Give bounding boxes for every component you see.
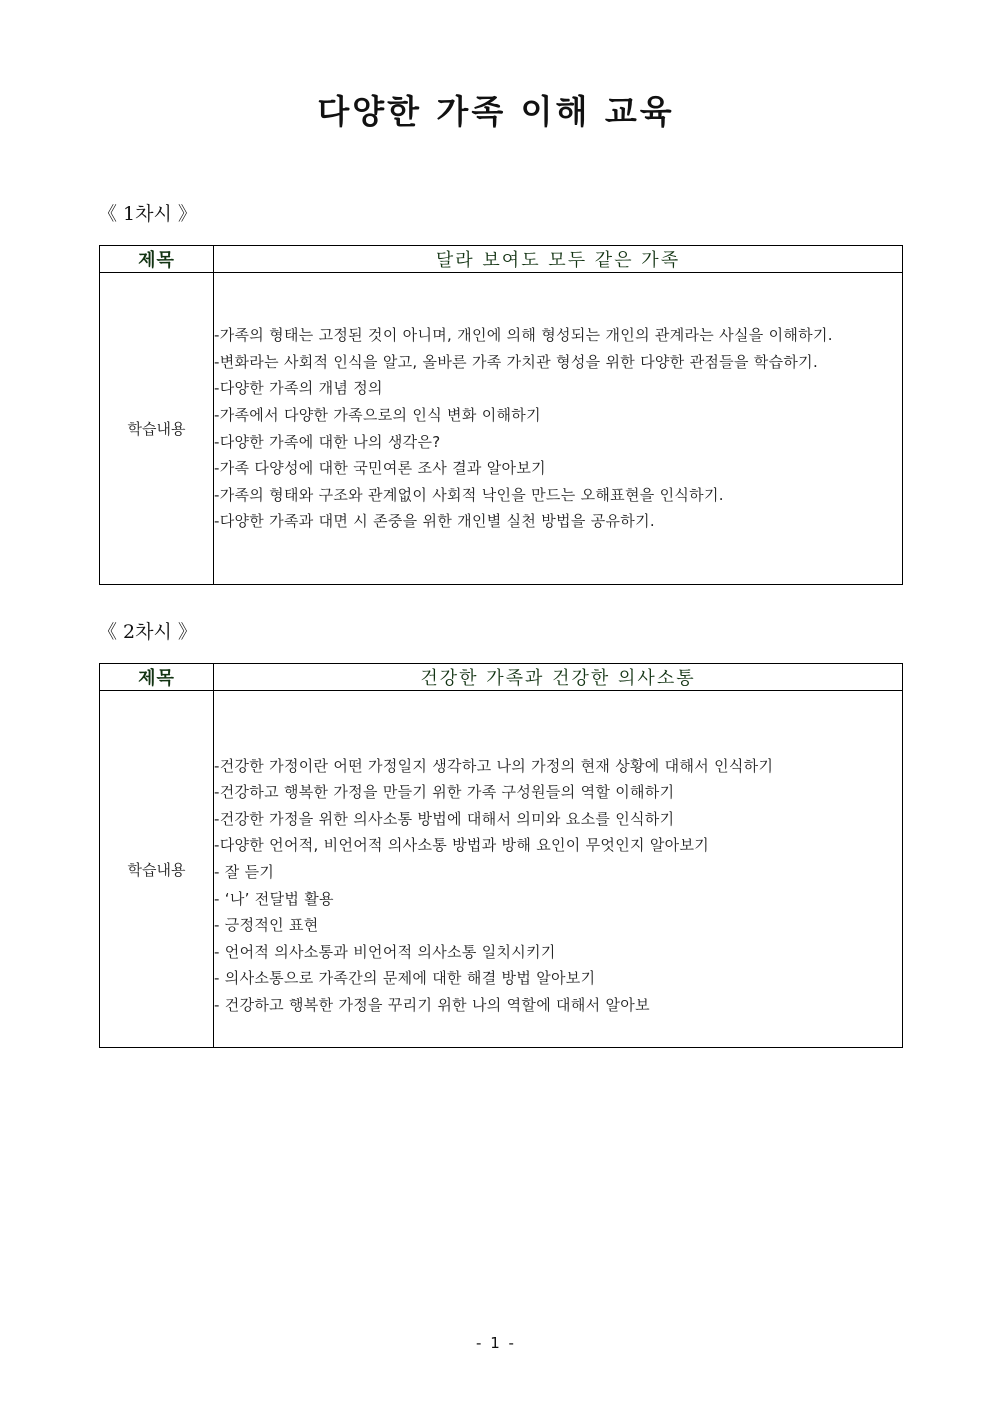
- session-2-table: [99, 663, 903, 1048]
- session-2-content-cell: [214, 691, 903, 1048]
- session-2-content-label: 학습내용: [100, 691, 214, 1048]
- session-2-header-label: 제목: [100, 664, 214, 691]
- list-item: -건강한 가정을 위한 의사소통 방법에 대해서 의미와 요소를 인식하기: [214, 809, 675, 828]
- session-2-content-row: [100, 691, 903, 1048]
- document-title: 다양한 가족 이해 교육: [317, 92, 675, 131]
- list-item: - 잘 듣기: [214, 862, 275, 881]
- session-1-header-title: 달라 보여도 모두 같은 가족: [214, 246, 903, 273]
- session-1-header-row: [100, 246, 903, 273]
- session-2-content-list: [214, 753, 902, 1019]
- list-item: -건강한 가정이란 어떤 가정일지 생각하고 나의 가정의 현재 상황에 대해서 인식하기: [214, 756, 774, 775]
- list-item: -가족 다양성에 대한 국민여론 조사 결과 알아보기: [214, 459, 546, 478]
- session-1-header-label: 제목: [100, 246, 214, 273]
- list-item: - 건강하고 행복한 가정을 꾸리기 위한 나의 역할에 대해서 알아보: [214, 995, 650, 1014]
- list-item: - ‘나’ 전달법 활용: [214, 889, 334, 908]
- session-2-header-row: [100, 664, 903, 691]
- session-1-label: 《 1차시 》: [98, 203, 197, 225]
- session-1-content-list: [214, 322, 902, 535]
- session-1-content-label: 학습내용: [100, 273, 214, 585]
- list-item: -변화라는 사회적 인식을 알고, 올바른 가족 가치관 형성을 위한 다양한 관점들을 학습하기.: [214, 352, 819, 371]
- list-item: -다양한 가족에 대한 나의 생각은?: [214, 432, 441, 451]
- list-item: -건강하고 행복한 가정을 만들기 위한 가족 구성원들의 역할 이해하기: [214, 783, 675, 802]
- session-1-content-cell: [214, 273, 903, 585]
- session-1-table: [99, 245, 903, 585]
- list-item: - 의사소통으로 가족간의 문제에 대한 해결 방법 알아보기: [214, 969, 596, 988]
- list-item: -다양한 가족의 개념 정의: [214, 379, 383, 398]
- page-number: - 1 -: [476, 1334, 516, 1352]
- session-2-label: 《 2차시 》: [98, 621, 197, 643]
- list-item: -가족의 형태는 고정된 것이 아니며, 개인에 의해 형성되는 개인의 관계라는 사실을 이해하기.: [214, 326, 833, 345]
- list-item: -다양한 언어적, 비언어적 의사소통 방법과 방해 요인이 무엇인지 알아보기: [214, 836, 710, 855]
- list-item: - 긍정적인 표현: [214, 916, 319, 935]
- list-item: -가족의 형태와 구조와 관계없이 사회적 낙인을 만드는 오해표현을 인식하기.: [214, 485, 724, 504]
- list-item: -다양한 가족과 대면 시 존중을 위한 개인별 실천 방법을 공유하기.: [214, 512, 655, 531]
- list-item: -가족에서 다양한 가족으로의 인식 변화 이해하기: [214, 405, 541, 424]
- session-1-content-row: [100, 273, 903, 585]
- session-2-header-title: 건강한 가족과 건강한 의사소통: [214, 664, 903, 691]
- list-item: - 언어적 의사소통과 비언어적 의사소통 일치시키기: [214, 942, 556, 961]
